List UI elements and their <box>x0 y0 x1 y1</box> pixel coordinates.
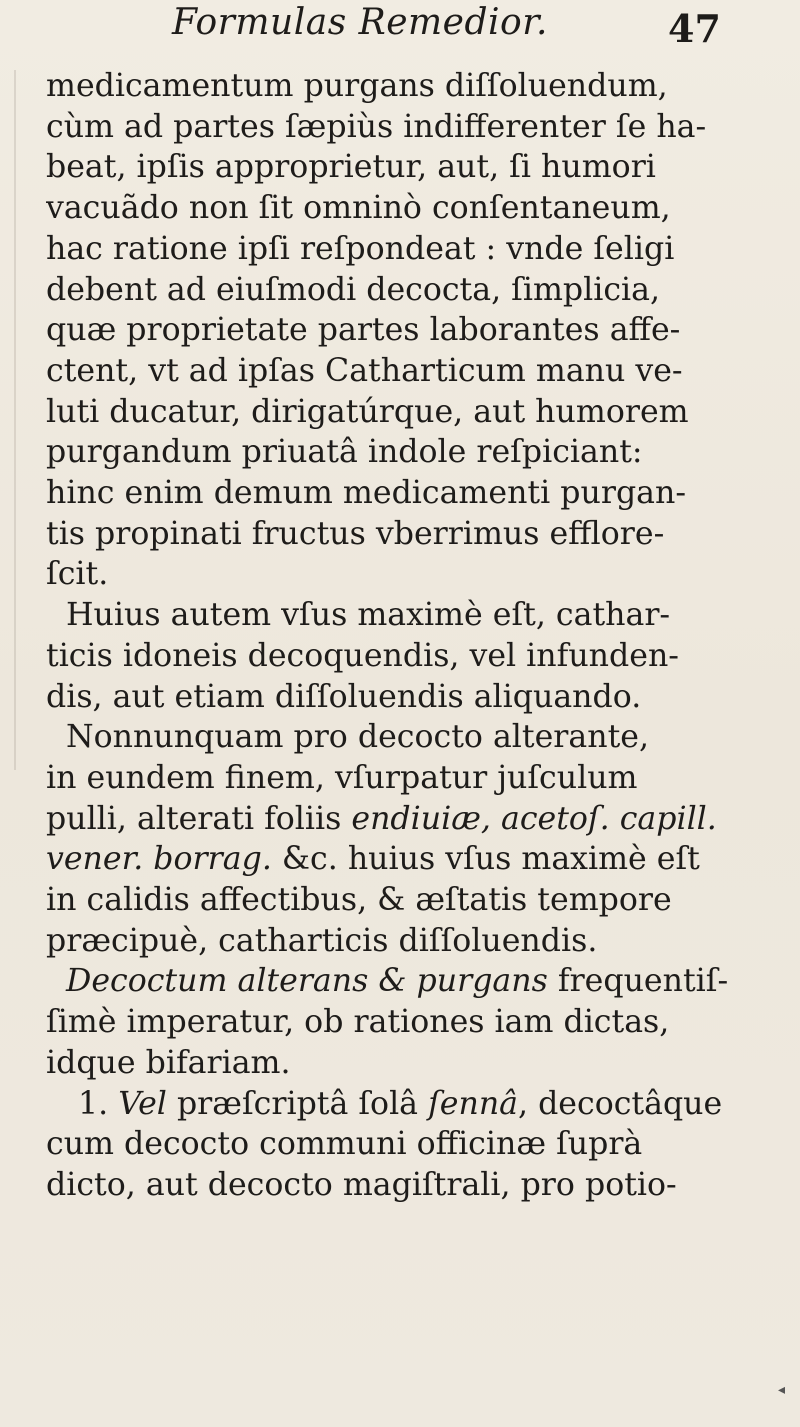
line-text: quæ proprietate partes laborantes affe- <box>46 312 681 349</box>
text-line <box>46 1002 796 1043</box>
line-text: frequentiſ- <box>547 963 729 1000</box>
line-text: in eundem finem, vſurpatur juſculum <box>46 759 638 796</box>
text-line <box>46 473 796 514</box>
text-line <box>46 799 796 840</box>
text-line <box>46 595 796 636</box>
line-text: debent ad eiuſmodi decocta, ſimplicia, <box>46 271 661 308</box>
line-text: cùm ad partes ſæpiùs indifferenter ſe ha- <box>46 108 707 145</box>
corner-mark: ◂ <box>778 1382 786 1398</box>
text-line <box>46 270 796 311</box>
line-text: dicto, aut decocto magiſtrali, pro potio- <box>46 1166 677 1203</box>
line-text: purgandum priuatâ indole reſpiciant: <box>46 434 643 471</box>
page-number: 47 <box>668 6 721 51</box>
text-line <box>46 554 796 595</box>
line-text: &c. huius vſus maximè eſt <box>271 841 700 878</box>
line-text: ticis idoneis decoquendis, vel infunden- <box>46 637 679 674</box>
text-line <box>46 514 796 555</box>
italic-text: vener. borrag. <box>46 841 272 878</box>
text-line <box>46 758 796 799</box>
line-text: tis propinati fructus vberrimus efflore- <box>46 515 665 552</box>
line-text: medicamentum purgans diſſoluendum, <box>46 68 668 104</box>
text-line <box>46 107 796 148</box>
text-line <box>46 717 796 758</box>
text-line <box>46 392 796 433</box>
line-text: hinc enim demum medicamenti purgan- <box>46 475 687 512</box>
line-text: pulli, alterati foliis <box>46 800 352 837</box>
line-text: præſcriptâ ſolâ <box>166 1085 429 1122</box>
text-line <box>46 351 796 392</box>
running-head: Formulas Remedior. <box>172 2 548 43</box>
line-text: Nonnunquam pro decocto alterante, <box>66 719 650 756</box>
line-text: beat, ipſis approprietur, aut, ſi humori <box>46 149 656 186</box>
line-text: vacuãdo non ſit omninò conſentaneum, <box>46 190 671 227</box>
line-text: dis, aut etiam diſſoluendis aliquando. <box>46 678 642 715</box>
italic-text: Vel <box>118 1085 167 1122</box>
line-text: idque bifariam. <box>46 1044 291 1081</box>
text-line <box>46 1084 796 1125</box>
line-text: 1. <box>78 1085 119 1122</box>
line-text: Huius autem vſus maximè eſt, cathar- <box>66 597 671 634</box>
text-line <box>46 961 796 1002</box>
line-text: cum decocto communi officinæ ſuprà <box>46 1126 643 1163</box>
text-line <box>46 839 796 880</box>
text-line <box>46 147 796 188</box>
text-line <box>46 229 796 270</box>
line-text: ctent, vt ad ipſas Catharticum manu ve- <box>46 352 683 389</box>
text-line <box>46 921 796 962</box>
text-line <box>46 1043 796 1084</box>
text-line <box>46 1165 796 1206</box>
line-text: ſcit. <box>46 556 109 593</box>
line-text: , decoctâque <box>518 1085 723 1122</box>
text-line <box>46 880 796 921</box>
text-line <box>46 66 796 107</box>
line-text: luti ducatur, dirigatúrque, aut humorem <box>46 393 689 430</box>
line-text: ſimè imperatur, ob rationes iam dictas, <box>46 1004 670 1041</box>
line-text: in calidis affectibus, & æſtatis tempore <box>46 882 672 919</box>
text-line <box>46 636 796 677</box>
text-line <box>46 677 796 718</box>
text-line <box>46 310 796 351</box>
page-gutter <box>14 70 16 770</box>
line-text: hac ratione ipſi reſpondeat : vnde ſeligi <box>46 230 675 267</box>
text-line <box>46 432 796 473</box>
italic-text: ſennâ <box>428 1085 518 1122</box>
line-text: præcipuè, catharticis diſſoluendis. <box>46 922 598 959</box>
italic-text: endiuiæ, acetoſ. capill. <box>351 800 717 837</box>
text-line <box>46 188 796 229</box>
text-line <box>46 1124 796 1165</box>
italic-text: Decoctum alterans & purgans <box>66 963 548 1000</box>
body-text <box>46 66 796 1206</box>
